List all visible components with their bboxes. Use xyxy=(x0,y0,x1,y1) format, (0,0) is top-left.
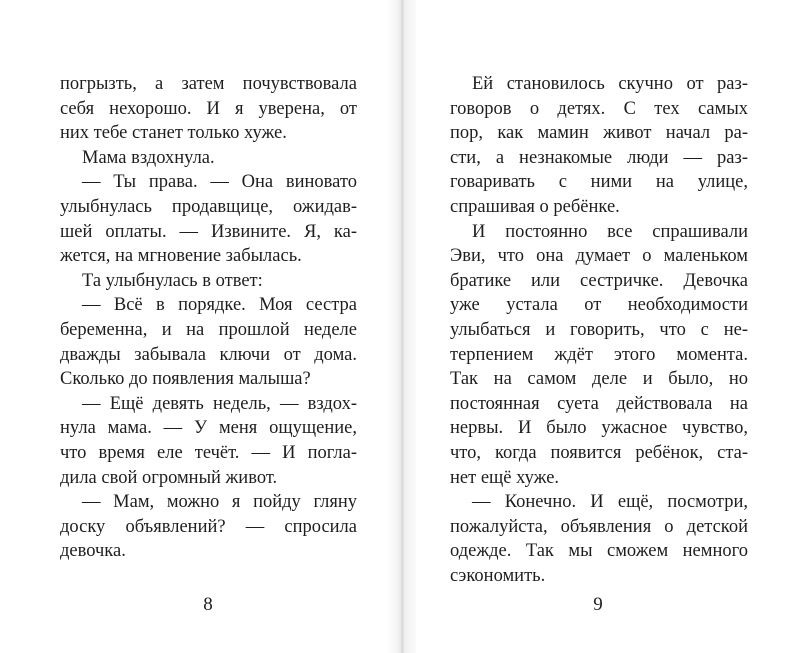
paragraph xyxy=(60,72,357,146)
text-line: уже устала от необходимости xyxy=(450,295,748,316)
text-line: беременна, и на прошлой неделе xyxy=(60,319,357,340)
text-line: дила свой огромный живот. xyxy=(60,467,278,488)
text-line: одежде. Так мы сможем немного xyxy=(450,541,748,562)
text-line: дважды забывала ключи от дома. xyxy=(60,344,357,365)
text-line: — Мам, можно я пойду гляну xyxy=(82,492,357,513)
paragraph xyxy=(450,490,748,588)
text-line: них тебе станет только хуже. xyxy=(60,123,287,144)
text-line: Сколько до появления малыша? xyxy=(60,369,311,390)
text-line: погрызть, а затем почувствовала xyxy=(60,74,357,94)
text-line: нервы. И было ужасное чувство, xyxy=(450,418,748,439)
page-number-left: 8 xyxy=(203,594,213,615)
text-line: нет ещё хуже. xyxy=(450,467,560,488)
left-page xyxy=(0,0,402,653)
text-line: говаривать с ними на улице, xyxy=(450,172,748,193)
text-line: пор, как мамин живот начал ра- xyxy=(450,123,748,144)
text-line: нула мама. — У меня ощущение, xyxy=(60,418,357,439)
text-line: улыбнулась продавщице, ожидав- xyxy=(60,196,357,217)
text-line: жется, на мгновение забылась. xyxy=(60,246,302,267)
paragraph xyxy=(450,72,748,220)
text-line: говоров о детях. С тех самых xyxy=(450,98,748,119)
text-line: Та улыбнулась в ответ: xyxy=(82,270,263,291)
text-line: постоянная суета действовала на xyxy=(450,393,748,414)
text-line: И постоянно все спрашивали xyxy=(472,221,748,242)
text-line: шей оплаты. — Извините. Я, ка- xyxy=(60,221,357,242)
paragraph xyxy=(60,392,357,490)
text-line: улыбаться и говорить, что с не- xyxy=(450,319,748,340)
paragraph xyxy=(60,490,357,564)
paragraph xyxy=(60,146,357,171)
paragraph xyxy=(60,170,357,268)
page-number-right: 9 xyxy=(593,594,603,615)
book-gutter-shadow xyxy=(386,0,416,653)
text-line: Так на самом деле и было, но xyxy=(450,369,748,390)
text-line: — Ещё девять недель, — вздох- xyxy=(82,393,357,414)
paragraph xyxy=(60,293,357,391)
text-line: Эви, что она думает о маленьком xyxy=(450,246,748,267)
text-line: что, когда появится ребёнок, ста- xyxy=(450,442,748,463)
text-line: сти, а незнакомые люди — раз- xyxy=(450,147,748,168)
paragraph xyxy=(450,220,748,491)
text-line: терпением ждёт этого момента. xyxy=(450,344,748,365)
text-line: — Всё в порядке. Моя сестра xyxy=(82,295,357,316)
text-line: себя нехорошо. И я уверена, от xyxy=(60,98,357,119)
text-line: сэкономить. xyxy=(450,565,546,586)
text-line: — Конечно. И ещё, посмотри, xyxy=(472,492,748,513)
text-line: — Ты права. — Она виновато xyxy=(82,172,357,193)
paragraph xyxy=(60,269,357,294)
text-line: что время еле течёт. — И погла- xyxy=(60,442,357,463)
text-line: пожалуйста, объявления о детской xyxy=(450,516,748,537)
right-page-text xyxy=(450,72,748,588)
text-line: Ей становилось скучно от раз- xyxy=(472,74,748,94)
left-page-text xyxy=(60,72,357,564)
text-line: спрашивая о ребёнке. xyxy=(450,196,620,217)
text-line: братике или сестричке. Девочка xyxy=(450,270,748,291)
text-line: Мама вздохнула. xyxy=(82,147,215,168)
text-line: доску объявлений? — спросила xyxy=(60,516,357,537)
right-page xyxy=(402,0,807,653)
text-line: девочка. xyxy=(60,541,126,562)
